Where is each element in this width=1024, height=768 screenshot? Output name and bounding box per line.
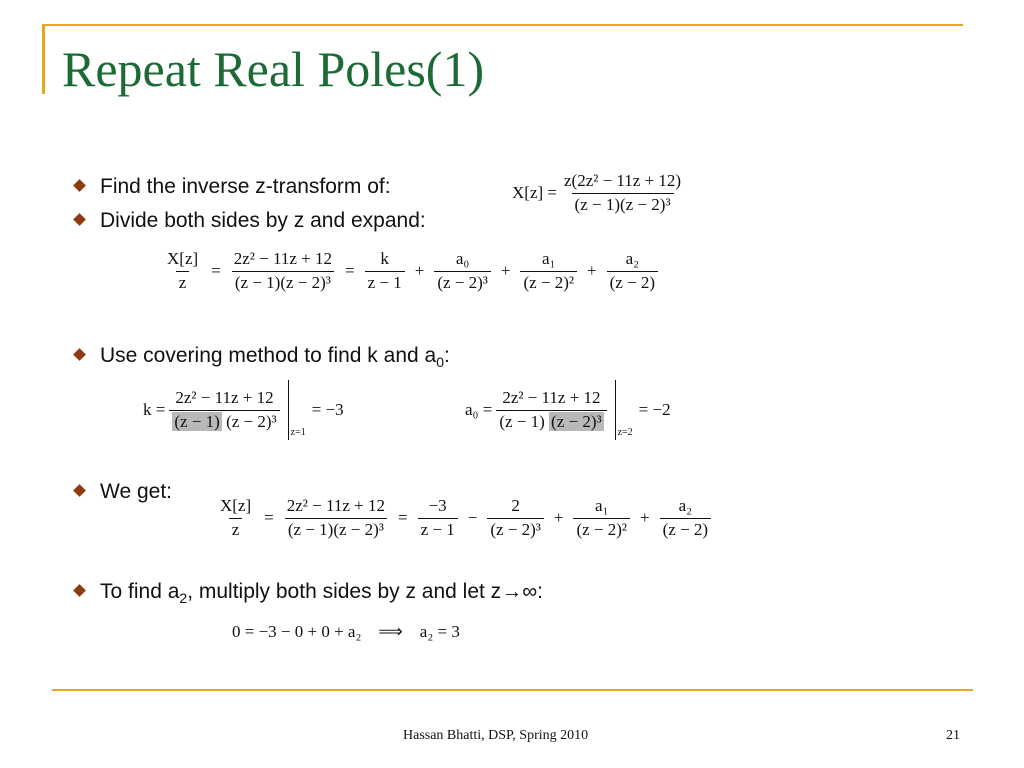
pf-term-a2 — [607, 250, 658, 292]
pf-plus-1: + — [414, 261, 425, 281]
equation-a0 — [465, 380, 671, 440]
res-lhs-den: z — [229, 518, 243, 540]
bullet-2 — [75, 210, 426, 231]
pf-main-den: (z − 1)(z − 2)³ — [232, 271, 334, 293]
frame-top-line — [42, 24, 963, 26]
res-main-fraction — [284, 497, 388, 539]
pf-term-a0 — [434, 250, 491, 292]
arrow-infinity-icon: →∞ — [501, 580, 538, 603]
res-equals-2: = — [397, 508, 408, 528]
bullet-4 — [75, 481, 172, 502]
res-plus-2: + — [640, 508, 650, 528]
footer-divider — [52, 689, 973, 691]
slide-title: Repeat Real Poles(1) — [62, 41, 485, 97]
pf-lhs-num: X[z] — [167, 249, 199, 268]
pf-main-fraction — [231, 250, 335, 292]
res-term-2-num: 2 — [511, 496, 520, 515]
diamond-bullet-icon — [73, 213, 86, 226]
pf-term-a1-den: (z − 2)² — [520, 271, 577, 293]
frame-vertical-line — [42, 24, 45, 94]
eq-k-den-shaded: (z − 1) — [174, 411, 220, 431]
diamond-bullet-icon — [73, 348, 86, 361]
equation-xz-numerator: z(2z² − 11z + 12) — [563, 171, 682, 190]
pf-lhs — [164, 250, 201, 292]
equation-partial-fraction — [160, 250, 662, 292]
pf-term-a0-den: (z − 2)³ — [434, 271, 491, 293]
equation-xz-lhs: X[z] = — [512, 183, 557, 203]
bullet-3-tail: : — [444, 344, 450, 367]
bullet-5 — [75, 581, 543, 605]
res-lhs-num: X[z] — [220, 496, 252, 515]
bullet-5-tail: : — [537, 580, 544, 603]
res-term-3-num: a₁ — [595, 496, 609, 515]
res-minus: − — [467, 508, 478, 528]
pf-plus-3: + — [587, 261, 597, 281]
equation-result — [213, 497, 715, 539]
eq-a0-fraction — [496, 389, 606, 431]
bullet-4-text: We get: — [100, 480, 172, 503]
res-plus-1: + — [553, 508, 564, 528]
res-equals: = — [264, 508, 274, 528]
bullet-1-text: Find the inverse z-transform of: — [100, 175, 391, 198]
eval-bar — [615, 380, 616, 440]
diamond-bullet-icon — [73, 179, 86, 192]
pf-term-a1 — [520, 250, 577, 292]
eq-a0-lhs: a₀ = — [465, 400, 493, 419]
res-term-1-den: z − 1 — [418, 518, 458, 540]
eq-a0-num: 2z² − 11z + 12 — [502, 387, 601, 407]
footer-text: Hassan Bhatti, DSP, Spring 2010 — [403, 728, 589, 743]
res-main-den: (z − 1)(z − 2)³ — [285, 518, 387, 540]
bullet-5-text-b: , multiply both sides by z and let z — [187, 580, 502, 603]
equation-xz-fraction — [561, 172, 684, 214]
pf-term-a1-num: a₁ — [542, 249, 556, 268]
equation-xz-denominator: (z − 1)(z − 2)³ — [572, 193, 674, 215]
eq-k-result: = −3 — [311, 400, 344, 419]
res-term-4 — [660, 497, 711, 539]
pf-main-num: 2z² − 11z + 12 — [233, 249, 332, 268]
res-term-3 — [573, 497, 630, 539]
eq-a0-den — [496, 410, 606, 432]
pf-term-a2-num: a₂ — [625, 249, 640, 268]
bullet-3 — [75, 345, 450, 369]
pf-plus-2: + — [500, 261, 511, 281]
res-term-4-den: (z − 2) — [660, 518, 711, 540]
pf-term-k — [365, 250, 405, 292]
diamond-bullet-icon — [73, 584, 86, 597]
res-main-num: 2z² − 11z + 12 — [286, 496, 385, 515]
bullet-5-text-a: To find a — [100, 580, 180, 603]
pf-equals-2: = — [344, 261, 355, 281]
diamond-bullet-icon — [73, 484, 86, 497]
res-term-2-den: (z − 2)³ — [487, 518, 544, 540]
eq-k-den-rest: (z − 2)³ — [226, 411, 277, 431]
equation-k — [143, 380, 344, 440]
res-term-1-num: −3 — [428, 496, 447, 515]
res-term-4-num: a₂ — [678, 496, 693, 515]
bullet-3-text: Use covering method to find k and a — [100, 344, 437, 367]
res-term-2 — [487, 497, 544, 539]
pf-equals: = — [211, 261, 221, 281]
eq-k-eval: z=1 — [290, 427, 306, 438]
eq-k-lhs: k = — [143, 400, 166, 419]
eq-a0-den-rest: (z − 1) — [499, 411, 545, 431]
eq-k-den — [169, 410, 279, 432]
pf-term-k-num: k — [380, 249, 389, 268]
bullet-2-text: Divide both sides by z and expand: — [100, 209, 426, 232]
pf-term-k-den: z − 1 — [365, 271, 405, 293]
bullet-3-subscript: 0 — [436, 354, 444, 371]
eq-k-num: 2z² − 11z + 12 — [175, 387, 274, 407]
pf-term-a2-den: (z − 2) — [607, 271, 658, 293]
pf-lhs-den: z — [176, 271, 190, 293]
res-term-3-den: (z − 2)² — [573, 518, 630, 540]
page-number: 21 — [946, 728, 960, 743]
eval-bar — [288, 380, 289, 440]
equation-a2: 0 = −3 − 0 + 0 + a₂ ⟹ a₂ = 3 — [232, 622, 460, 641]
pf-term-a0-num: a₀ — [455, 249, 470, 268]
res-lhs — [217, 497, 254, 539]
eq-a0-den-shaded: (z − 2)³ — [551, 411, 602, 431]
equation-xz — [512, 172, 688, 214]
eq-k-fraction — [169, 389, 279, 431]
bullet-1 — [75, 176, 391, 197]
res-term-1 — [418, 497, 458, 539]
bullet-5-subscript: 2 — [179, 590, 188, 607]
eq-a0-eval: z=2 — [617, 427, 633, 438]
eq-a0-result: = −2 — [638, 400, 671, 419]
